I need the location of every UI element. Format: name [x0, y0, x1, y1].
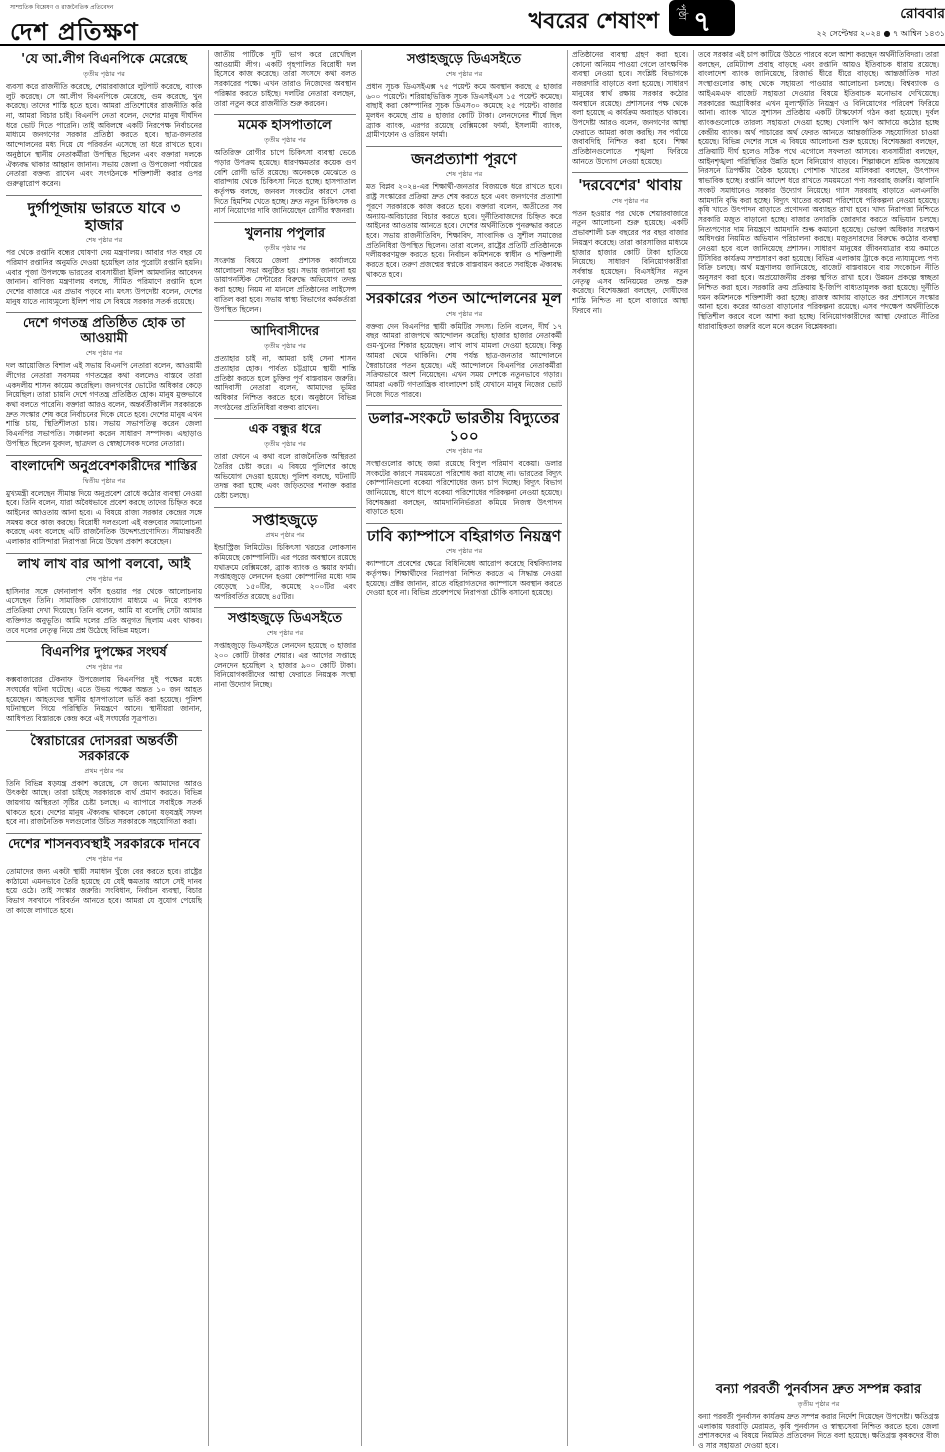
- story-divider: [366, 285, 562, 286]
- story-body: সপ্তাহজুড়ে ডিএসইতে লেনদেন হয়েছে ৩ হাজার ২০০ কোটি টাকার শেয়ার। এর আগের সপ্তাহে লেনদেন হয়েছিল ২ হাজার ৯০০ কোটি টাকা। বিনিয়োগকারীদের আস্থা ফেরাতে নিয়ন্ত্রক সংস্থা নানা উদ্যোগ নিচ্ছে।: [214, 641, 356, 690]
- story-divider: [572, 172, 688, 173]
- story-body: তিনি বিভিন্ন ষড়যন্ত্র প্রকাশ করেছে, সে জন্যে আমাদের আরও উৎকণ্ঠা আছে। তারা চাইছে সরকারকে ব্যর্থ প্রমাণ করতে। বিভিন্ন জায়গায় অস্থিরতা সৃষ্টির চেষ্টা চলছে। এ ব্যাপারে সবাইকে সতর্ক থাকতে হবে। দেশের মানুষ ঐক্যবদ্ধ থাকলে কোনো ষড়যন্ত্রই সফল হবে না। রাজনৈতিক দলগুলোর উচিত সরকারকে সহযোগিতা করা।: [6, 778, 202, 827]
- story-divider: [6, 641, 202, 642]
- story-headline: খুলনায় পপুলার: [244, 226, 326, 242]
- news-story: [366, 53, 562, 140]
- day: রোববার: [900, 6, 945, 22]
- news-story: [214, 512, 356, 601]
- news-story: [6, 200, 202, 307]
- story-body: প্রতিষ্ঠানের ব্যবস্থা গ্রহণ করা হবে। কোনো অনিয়ম পাওয়া গেলে তাৎক্ষণিক ব্যবস্থা নেওয়া হবে। সংশ্লিষ্ট বিভাগকে নজরদারি বাড়াতে বলা হয়েছে। সাধারণ মানুষের স্বার্থ রক্ষায় সরকার কঠোর অবস্থানে রয়েছে। প্রশাসনের পক্ষ থেকে বলা হয়েছে এ কার্যক্রম অব্যাহত থাকবে। উপদেষ্টা আরও বলেন, জনগণের আস্থা ফেরাতে আমরা কাজ করছি। সব পর্যায়ে জবাবদিহি নিশ্চিত করা হবে। শিক্ষা প্রতিষ্ঠানগুলোতে শৃঙ্খলা ফিরিয়ে আনতে উদ্যোগ নেওয়া হয়েছে।: [572, 50, 688, 166]
- story-body: ক্যাম্পাসে প্রবেশের ক্ষেত্রে বিধিনিষেধ আরোপ করেছে বিশ্ববিদ্যালয় কর্তৃপক্ষ। শিক্ষার্থীদের নিরাপত্তা নিশ্চিত করতে এ সিদ্ধান্ত নেওয়া হয়েছে। প্রক্টর জানান, রাতে বহিরাগতদের ক্যাম্পাসে অবস্থান করতে দেওয়া হবে না। বিভিন্ন প্রবেশপথে নিরাপত্তা চৌকি বসানো হয়েছে।: [366, 559, 562, 598]
- story-divider: [6, 833, 202, 834]
- column-5: [698, 50, 939, 1380]
- story-divider: [366, 146, 562, 147]
- story-body: জাতীয় পার্টিকে দুটি ভাগ করে রেখেছিল আওয়ামী লীগ। একটি গৃহপালিত বিরোধী দল হিসেবে কাজ করেছে। তারা সংসদে কথা বলত সরকারের পক্ষে। এখন তারাও নিজেদের অবস্থান পরিষ্কার করতে চাইছে। দলটির নেতারা বলছেন, তারা নতুন করে রাজনীতি শুরু করবেন।: [214, 50, 356, 108]
- column-rule: [567, 50, 568, 1446]
- story-byline: শেষ পৃষ্ঠার পর: [445, 446, 483, 455]
- dateline: [745, 2, 945, 41]
- news-story: [6, 558, 202, 635]
- story-divider: [6, 312, 202, 313]
- story-byline: শেষ পৃষ্ঠার পর: [445, 69, 483, 78]
- story-divider: [6, 195, 202, 196]
- news-story: [6, 646, 202, 723]
- story-headline: জনপ্রত্যাশা পূরণে: [411, 150, 517, 169]
- date: ২২ সেপ্টেম্বর ২০২৪ ● ৭ আশ্বিন ১৪৩১: [816, 29, 945, 38]
- story-headline: বন্যা পরবর্তী পুনর্বাসন দ্রুত সম্পন্ন করার: [715, 1382, 922, 1397]
- story-headline: ডলার-সংকটে ভারতীয় বিদ্যুতের ১০০: [368, 409, 560, 445]
- story-divider: [214, 222, 356, 223]
- story-body: ব্যবসা করে রাজনীতি করেছে, শেয়ারবাজারে লুটপাট করেছে, ব্যাংক লুট করেছে। সে আ.লীগ বিএনপিকে মেরেছে, গুম করেছে, খুন করেছে। তাদের শাস্তি হতে হবে। আমরা প্রতিশোধের রাজনীতি করি না, আমরা বিচার চাই। বিএনপি নেতা বলেন, দেশের মানুষ দীর্ঘদিন ধরে ভোট দিতে পারেনি। তাই অবিলম্বে একটি নিরপেক্ষ নির্বাচনের মাধ্যমে জনগণের সরকার প্রতিষ্ঠা করতে হবে। ছাত্র-জনতার আন্দোলনের মধ্য দিয়ে যে পরিবর্তন এসেছে তা ধরে রাখতে হবে। অনুষ্ঠানে স্থানীয় নেতাকর্মীরা উপস্থিত ছিলেন এবং বক্তারা দলকে ঐক্যবদ্ধ থাকার আহ্বান জানান। সভায় জেলা ও উপজেলা পর্যায়ের নেতারা বক্তব্য রাখেন এবং সংগঠনকে শক্তিশালী করার ওপর গুরুত্বারোপ করেন।: [6, 81, 202, 188]
- story-byline: শেষ পৃষ্ঠার পর: [611, 196, 649, 205]
- story-body: অতিরিক্ত রোগীর চাপে চিকিৎসা ব্যবস্থা ভেঙে পড়ার উপক্রম হয়েছে। ধারণক্ষমতার কয়েক গুণ বেশি রোগী ভর্তি রয়েছে। অনেককে মেঝেতে ও বারান্দায় থেকে চিকিৎসা নিতে হচ্ছে। হাসপাতাল কর্তৃপক্ষ বলছে, জনবল সংকটের কারণে সেবা দিতে হিমশিম খেতে হচ্ছে। দ্রুত নতুন চিকিৎসক ও নার্স নিয়োগের দাবি জানিয়েছেন রোগীর স্বজনরা।: [214, 148, 356, 216]
- story-divider: [214, 114, 356, 115]
- story-byline: প্রথম পৃষ্ঠার পর: [265, 531, 305, 540]
- news-story: [6, 838, 202, 915]
- news-story: [6, 317, 202, 448]
- news-story: [366, 528, 562, 598]
- column-4: [572, 50, 688, 1446]
- column-rule: [208, 50, 209, 1446]
- story-byline: শেষ পৃষ্ঠার পর: [85, 663, 123, 672]
- story-byline: তৃতীয় পৃষ্ঠার পর: [264, 342, 306, 351]
- story-divider: [214, 418, 356, 419]
- story-headline: 'দরবেশের' থাবায়: [578, 176, 682, 195]
- section-title: খবরের শেষাংশ: [528, 9, 659, 34]
- story-headline: সপ্তাহজুড়ে ডিএসইতে: [406, 52, 522, 67]
- story-headline: দেশে গণতন্ত্র প্রতিষ্ঠিত হোক তা আওয়ামী: [23, 316, 185, 347]
- story-body: সংক্রান্ত বিষয়ে জেলা প্রশাসক কার্যালয়ে আলোচনা সভা অনুষ্ঠিত হয়। সভায় জানানো হয় ডায়াগনস্টিক সেন্টারের বিরুদ্ধে অভিযোগ তদন্ত করা হচ্ছে। নিয়ম না মানলে প্রতিষ্ঠানের লাইসেন্স বাতিল করা হবে। সভায় স্বাস্থ্য বিভাগের কর্মকর্তারা উপস্থিত ছিলেন।: [214, 256, 356, 314]
- story-byline: শেষ পৃষ্ঠার পর: [85, 574, 123, 583]
- column-rule: [361, 50, 362, 1446]
- story-body: তবে সরকার এই চাপ কাটিয়ে উঠতে পারবে বলে আশা করছেন অর্থনীতিবিদরা। তারা বলছেন, রেমিট্যান্স প্রবাহ বাড়ছে এবং রপ্তানি আয়ও ইতিবাচক ধারায় রয়েছে। বাংলাদেশ ব্যাংক জানিয়েছে, রিজার্ভ ধীরে ধীরে বাড়ছে। আন্তর্জাতিক দাতা সংস্থাগুলোর কাছ থেকে সহায়তা পাওয়ার আলোচনা চলছে। বিশ্বব্যাংক ও আইএমএফ বাজেট সহায়তা দেওয়ার বিষয়ে ইতিবাচক মনোভাব দেখিয়েছে। সরকারের অগ্রাধিকার এখন মূল্যস্ফীতি নিয়ন্ত্রণ ও বিনিয়োগের পরিবেশ ফিরিয়ে আনা। ব্যাংক খাতে সুশাসন প্রতিষ্ঠায় একটি টাস্কফোর্স গঠন করা হয়েছে। দুর্বল ব্যাংকগুলোকে তারল্য সহায়তা দেওয়া হচ্ছে। খেলাপি ঋণ আদায়ে কঠোর হচ্ছে কেন্দ্রীয় ব্যাংক। অর্থ পাচারের অর্থ ফেরত আনতে আন্তর্জাতিক সহযোগিতা চাওয়া হয়েছে। বিভিন্ন দেশের সঙ্গে এ বিষয়ে আলোচনা শুরু হয়েছে। বিশেষজ্ঞরা বলছেন, প্রক্রিয়াটি দীর্ঘ হলেও সঠিক পথে এগোলে সফলতা আসবে। ব্যবসায়ীরা বলছেন, আইনশৃঙ্খলা পরিস্থিতির উন্নতি হলে বিনিয়োগ বাড়বে। শিল্পাঞ্চলে শ্রমিক অসন্তোষ নিরসনে ত্রিপক্ষীয় বৈঠক হয়েছে। পোশাক খাতের মালিকরা বলছেন, উৎপাদন স্বাভাবিক হচ্ছে। রপ্তানি আদেশ ধরে রাখতে সময়মতো পণ্য সরবরাহ জরুরি। জ্বালানি সংকট সমাধানেও সরকার উদ্যোগ নিয়েছে। গ্যাস সরবরাহ বাড়াতে এলএনজি আমদানি বৃদ্ধি করা হচ্ছে। বিদ্যুৎ খাতের বকেয়া পরিশোধে পরিকল্পনা নেওয়া হয়েছে। কৃষি খাতে উৎপাদন বাড়াতে প্রণোদনা অব্যাহত রাখা হবে। খাদ্য নিরাপত্তা নিশ্চিতে সরকারি মজুত বাড়ানো হচ্ছে। বাজার তদারকি জোরদার করতে অভিযান চলছে। নিত্যপণ্যের দাম নিয়ন্ত্রণে আমদানি শুল্ক কমানো হয়েছে। ভোক্তা অধিকার সংরক্ষণ অধিদপ্তর নিয়মিত অভিযান পরিচালনা করছে। মজুতদারদের বিরুদ্ধে কঠোর ব্যবস্থা নেওয়া হবে বলে জানিয়েছে প্রশাসন। সাধারণ মানুষের জীবনযাত্রার ব্যয় কমাতে টিসিবির কার্যক্রম সম্প্রসারণ করা হয়েছে। বিভিন্ন এলাকায় ট্রাকে করে ন্যায্যমূল্যে পণ্য বিক্রি চলছে। অর্থ মন্ত্রণালয় জানিয়েছে, বাজেট বাস্তবায়নে ব্যয় সংকোচন নীতি অনুসরণ করা হবে। অপ্রয়োজনীয় প্রকল্প স্থগিত রাখা হবে। উন্নয়ন প্রকল্পে স্বচ্ছতা নিশ্চিত করা হবে। সরকারি ক্রয় প্রক্রিয়ায় ই-জিপি বাধ্যতামূলক করা হয়েছে। দুর্নীতি দমন কমিশনকে শক্তিশালী করা হচ্ছে। রাজস্ব আদায় বাড়াতে কর প্রশাসনে সংস্কার আনা হবে। করের আওতা বাড়ানোর পরিকল্পনা রয়েছে। এসব পদক্ষেপ অর্থনীতিকে স্থিতিশীল করবে বলে আশা করা হচ্ছে। বিনিয়োগকারীদের আস্থা ফেরাতে নীতির ধারাবাহিকতা জরুরি বলে মনে করেন বিশ্লেষকরা।: [698, 50, 939, 331]
- story-byline: শেষ পৃষ্ঠার পর: [85, 236, 123, 245]
- story-headline: লাখ লাখ বার আপা বলবো, আই: [17, 556, 191, 572]
- story-divider: [214, 607, 356, 608]
- story-headline: দুর্গাপূজায় ভারতে যাবে ৩ হাজার: [27, 198, 181, 234]
- tagline: সাম্প্রতিক বিশ্লেষণ ও রাজনৈতিক প্রতিবেদন: [10, 4, 114, 11]
- story-body: তোমাদের জন্য একটা স্থায়ী সমাধান খুঁজে বের করতে হবে। রাষ্ট্রের কাঠামো এমনভাবে তৈরি হয়েছে যে যেই ক্ষমতায় আসে সেই দানব হয়ে ওঠে। তাই সংস্কার জরুরি। সংবিধান, নির্বাচন ব্যবস্থা, বিচার বিভাগ সবখানে পরিবর্তন আনতে হবে। আমরা যে সুযোগ পেয়েছি তা কাজে লাগাতে হবে।: [6, 866, 202, 915]
- story-byline: তৃতীয় পৃষ্ঠার পর: [264, 440, 306, 449]
- story-body: মত বিপ্লব ২০২৪-এর শিক্ষার্থী-জনতার বিজয়কে ধরে রাখতে হবে। রাষ্ট্র সংস্কারের প্রক্রিয়া দ্রুত শেষ করতে হবে এবং জনগণের প্রত্যাশা পূরণে সরকারকে কাজ করতে হবে। বক্তারা বলেন, অতীতের সব অন্যায়-অবিচারের বিচার করতে হবে। দুর্নীতিবাজদের চিহ্নিত করে আইনের আওতায় আনতে হবে। দেশের অর্থনীতিকে পুনরুদ্ধার করতে হবে। সভায় রাজনীতিবিদ, শিক্ষাবিদ, সাংবাদিক ও সুশীল সমাজের প্রতিনিধিরা উপস্থিত ছিলেন। তারা বলেন, রাষ্ট্রের প্রতিটি প্রতিষ্ঠানকে দলীয়করণমুক্ত করতে হবে। নির্বাচন কমিশনকে স্বাধীন ও শক্তিশালী করতে হবে। তরুণ প্রজন্মের স্বপ্নকে বাস্তবায়ন করতে সবাইকে ঐক্যবদ্ধ থাকতে হবে।: [366, 182, 562, 279]
- news-story: [366, 151, 562, 279]
- story-headline: বিএনপির দুপক্ষের সংঘর্ষ: [41, 645, 167, 661]
- story-body: বন্যা পরবর্তী পুনর্বাসন কার্যক্রম দ্রুত সম্পন্ন করার নির্দেশ দিয়েছেন উপদেষ্টা। ক্ষতিগ্রস্ত এলাকায় ঘরবাড়ি মেরামত, কৃষি পুনর্বাসন ও স্বাস্থ্যসেবা নিশ্চিত করতে হবে। জেলা প্রশাসকদের এ বিষয়ে নিয়মিত প্রতিবেদন দিতে বলা হয়েছে। ক্ষতিগ্রস্ত কৃষকদের বীজ ও সার সহায়তা দেওয়া হবে।: [698, 1411, 939, 1450]
- story-body: দল আয়োজিত বিশাল এই সভায় বিএনপি নেতারা বলেন, আওয়ামী লীগের নেতারা সবসময় গণতন্ত্রের কথা বললেও বাস্তবে তারা একদলীয় শাসন কায়েম করেছিল। জনগণের ভোটের অধিকার কেড়ে নিয়েছিল। তারা চায়নি দেশে গণতন্ত্র প্রতিষ্ঠিত হোক। মানুষ মুক্তভাবে কথা বলতে পারেনি। বক্তারা আরও বলেন, অন্তর্বর্তীকালীন সরকারকে দ্রুত সংস্কার শেষ করে নির্বাচনের দিকে যেতে হবে। দেশের মানুষ এখন শান্তি চায়, স্থিতিশীলতা চায়। সভায় সভাপতিত্ব করেন জেলা বিএনপির সভাপতি। সঞ্চালনা করেন সাধারণ সম্পাদক। এছাড়াও উপস্থিত ছিলেন যুবদল, ছাত্রদল ও স্বেচ্ছাসেবক দলের নেতারা।: [6, 361, 202, 448]
- story-body: সংস্থাগুলোর কাছে জমা রয়েছে বিপুল পরিমাণ বকেয়া। ডলার সংকটের কারণে সময়মতো পরিশোধ করা যাচ্ছে না। ভারতের বিদ্যুৎ কোম্পানিগুলো বকেয়া পরিশোধের জন্য চাপ দিচ্ছে। বিদ্যুৎ বিভাগ জানিয়েছে, ধাপে ধাপে বকেয়া পরিশোধের পরিকল্পনা নেওয়া হয়েছে। বিশেষজ্ঞরা বলছেন, আমদানিনির্ভরতা কমিয়ে নিজস্ব উৎপাদন বাড়াতে হবে।: [366, 458, 562, 517]
- story-headline: সপ্তাহজুড়ে: [252, 510, 318, 529]
- page-number-box: [669, 0, 735, 36]
- story-divider: [366, 523, 562, 524]
- news-story: [366, 290, 562, 399]
- story-headline: আদিবাসীদের: [250, 324, 320, 340]
- story-body: পর থেকে রপ্তানি বন্ধের ঘোষণা দেয় মন্ত্রণালয়। আবার গত বছর যে পরিমাণ রপ্তানির অনুমতি দেওয়া হয়েছিল তার পুরোটা রপ্তানি হয়নি। এবার পূজা উপলক্ষে ভারতের ব্যবসায়ীরা ইলিশ আমদানির আবেদন জানান। বাণিজ্য মন্ত্রণালয় বলছে, সীমিত পরিমাণে রপ্তানি হলে দেশের বাজারে এর প্রভাব পড়বে না। মৎস্য উপদেষ্টা বলেন, দেশের মানুষ যাতে ন্যায্যমূল্যে ইলিশ পায় সে বিষয়ে সরকার সতর্ক রয়েছে।: [6, 248, 202, 306]
- column-3: [366, 50, 562, 1446]
- news-story: [572, 50, 688, 166]
- news-story: [572, 177, 688, 315]
- story-body: বক্তব্য দেন বিএনপির স্থায়ী কমিটির সদস্য। তিনি বলেন, দীর্ঘ ১৭ বছর আমরা রাজপথে আন্দোলন করেছি। হাজার হাজার নেতাকর্মী গুম-খুনের শিকার হয়েছেন। লাখ লাখ মামলা দেওয়া হয়েছে। কিন্তু আমরা থেমে থাকিনি। শেষ পর্যন্ত ছাত্র-জনতার আন্দোলনে স্বৈরাচারের পতন হয়েছে। এই আন্দোলনে বিএনপির নেতাকর্মীরা সক্রিয়ভাবে অংশ নিয়েছেন। এখন সময় দেশকে নতুনভাবে গড়ার। আমরা একটি গণতান্ত্রিক বাংলাদেশ চাই যেখানে মানুষ নিজের ভোট নিজে দিতে পারবে।: [366, 321, 562, 399]
- masthead: [0, 0, 945, 46]
- story-byline: তৃতীয় পৃষ্ঠার পর: [264, 244, 306, 253]
- story-divider: [214, 320, 356, 321]
- story-headline: সপ্তাহজুড়ে ডিএসইতে: [227, 611, 343, 627]
- story-body: কক্সবাজারের টেকনাফ উপজেলায় বিএনপির দুই পক্ষের মধ্যে সংঘর্ষের ঘটনা ঘটেছে। এতে উভয় পক্ষের অন্তত ১০ জন আহত হয়েছেন। আহতদের স্থানীয় হাসপাতালে ভর্তি করা হয়েছে। পুলিশ ঘটনাস্থলে গিয়ে পরিস্থিতি নিয়ন্ত্রণে আনে। স্থানীয়রা জানান, আধিপত্য বিস্তারকে কেন্দ্র করে এই সংঘর্ষের সূত্রপাত।: [6, 675, 202, 723]
- story-byline: প্রথম পৃষ্ঠার পর: [84, 766, 124, 775]
- story-body: পতন হওয়ার পর থেকে শেয়ারবাজারে নতুন আলোচনা শুরু হয়েছে। একটি প্রভাবশালী চক্র বছরের পর বছর বাজার নিয়ন্ত্রণ করেছে। তারা কারসাজির মাধ্যমে হাজার হাজার কোটি টাকা হাতিয়ে নিয়েছে। সাধারণ বিনিয়োগকারীরা সর্বস্বান্ত হয়েছেন। বিএসইসির নতুন নেতৃত্ব এসব অনিয়মের তদন্ত শুরু করেছে। বিশেষজ্ঞরা বলছেন, দোষীদের শাস্তি নিশ্চিত না হলে বাজারে আস্থা ফিরবে না।: [572, 208, 688, 315]
- story-divider: [6, 730, 202, 731]
- story-headline: সরকারের পতন আন্দোলনের মূল: [366, 289, 562, 308]
- page-number: ৭: [693, 5, 712, 38]
- story-headline: দেশের শাসনব্যবস্থাই সরকারকে দানবে: [8, 837, 200, 853]
- story-headline: 'যে আ.লীগ বিএনপিকে মেরেছে: [21, 52, 187, 67]
- news-story: [214, 612, 356, 689]
- story-byline: তৃতীয় পৃষ্ঠার পর: [83, 69, 125, 78]
- story-body: মুখ্যমন্ত্রী বলেছেন সীমান্ত দিয়ে অনুপ্রবেশ রোধে কঠোর ব্যবস্থা নেওয়া হবে। তিনি বলেন, যারা অবৈধভাবে প্রবেশ করছে তাদের চিহ্নিত করে আইনের আওতায় আনা হবে। এ বিষয়ে রাজ্য সরকার কেন্দ্রের সঙ্গে সমন্বয় করে কাজ করছে। বিরোধী দলগুলো এই বক্তব্যের সমালোচনা করেছে এবং বলেছে এটি রাজনৈতিক উদ্দেশ্যপ্রণোদিত। সীমান্তবর্তী এলাকার বাসিন্দারা নিরাপত্তা নিয়ে উদ্বেগ প্রকাশ করেছেন।: [6, 488, 202, 547]
- news-story: [6, 735, 202, 827]
- story-body: প্রত্যাহার চাই না, আমরা চাই সেনা শাসন প্রত্যাহার হোক। পার্বত্য চট্টগ্রামে স্থায়ী শান্তি প্রতিষ্ঠা করতে হলে চুক্তির পূর্ণ বাস্তবায়ন জরুরি। আদিবাসী নেতারা বলেন, আমাদের ভূমির অধিকার নিশ্চিত করতে হবে। অনুষ্ঠানে বিভিন্ন সংগঠনের প্রতিনিধিরা বক্তব্য রাখেন।: [214, 354, 356, 412]
- newspaper-logo: দেশ প্রতিক্ষণ: [10, 18, 139, 46]
- story-divider: [6, 553, 202, 554]
- column-1: [6, 50, 202, 1446]
- story-headline: স্বৈরাচারের দোসররা অন্তর্বর্তী সরকারকে: [30, 733, 178, 764]
- story-byline: শেষ পৃষ্ঠার পর: [266, 629, 304, 638]
- story-headline: ঢাবি ক্যাম্পাসে বহিরাগত নিয়ন্ত্রণ: [367, 527, 561, 546]
- story-body: তারা ফোনে এ কথা বলে রাজনৈতিক অস্থিরতা তৈরির চেষ্টা করে। এ বিষয়ে পুলিশের কাছে অভিযোগ দেওয়া হয়েছে। পুলিশ বলছে, ঘটনাটি তদন্ত করা হচ্ছে এবং জড়িতদের শনাক্ত করার চেষ্টা চলছে।: [214, 452, 356, 501]
- story-divider: [366, 405, 562, 406]
- column-2: [214, 50, 356, 1446]
- story-headline: মমেক হাসপাতালে: [238, 118, 332, 134]
- flood-rehab-story: [698, 1380, 939, 1450]
- news-story: [214, 423, 356, 500]
- story-divider: [6, 455, 202, 456]
- column-rule: [693, 50, 694, 1446]
- story-body: হাসিনার সঙ্গে ফোনালাপ ফাঁস হওয়ার পর থেকে আলোচনায় এসেছেন তিনি। সামাজিক যোগাযোগ মাধ্যমে এ নিয়ে ব্যাপক প্রতিক্রিয়া দেখা দিয়েছে। তিনি বলেন, আমি যা বলেছি সেটা আমার ব্যক্তিগত অনুভূতি। আমি দলের প্রতি অনুগত ছিলাম এবং থাকব। তবে দলের নেতৃত্ব নিয়ে প্রশ্ন উঠেছে বিভিন্ন মহলে।: [6, 586, 202, 635]
- news-story: [214, 50, 356, 108]
- news-story: [214, 227, 356, 314]
- page-label: পৃষ্ঠা: [676, 4, 687, 21]
- story-divider: [214, 507, 356, 508]
- news-story: [366, 410, 562, 517]
- story-byline: তৃতীয় পৃষ্ঠার পর: [264, 136, 306, 145]
- news-story: [6, 460, 202, 547]
- story-headline: বাংলাদেশি অনুপ্রবেশকারীদের শাস্তির: [10, 458, 198, 474]
- story-byline: শেষ পৃষ্ঠার পর: [445, 170, 483, 179]
- story-byline: দ্বিতীয় পৃষ্ঠার পর: [82, 476, 126, 485]
- news-story: [214, 325, 356, 412]
- news-story: [214, 119, 356, 216]
- story-headline: এক বন্ধুর ধরে: [248, 422, 322, 438]
- story-byline: শেষ পৃষ্ঠার পর: [445, 309, 483, 318]
- story-body: প্রধান সূচক ডিএসইএক্স ৭৫ পয়েন্ট কমে অবস্থান করছে ৫ হাজার ৬০০ পয়েন্টে। শরিয়াহভিত্তিক সূচক ডিএসইএস ১৫ পয়েন্ট কমেছে। বাছাই করা কোম্পানির সূচক ডিএস৩০ কমেছে ২৫ পয়েন্ট। বাজার মূলধন কমেছে প্রায় ৪ হাজার কোটি টাকা। লেনদেনের শীর্ষে ছিল ব্র্যাক ব্যাংক, এরপর রয়েছে বেক্সিমকো ফার্মা, ইসলামী ব্যাংক, গ্রামীণফোন ও ওরিয়ন ফার্মা।: [366, 81, 562, 140]
- story-byline: তৃতীয় পৃষ্ঠার পর: [797, 1399, 840, 1408]
- news-story: [698, 50, 939, 331]
- story-body: ইন্ডাস্ট্রিজ লিমিটেড। চিকিৎসা খরচের লোকসান কমিয়েছে কোম্পানিটি। এর পরের অবস্থানে রয়েছে যথাক্রমে বেক্সিমকো, ব্র্যাক ব্যাংক ও স্কয়ার ফার্মা। সপ্তাহজুড়ে লেনদেন হওয়া কোম্পানির মধ্যে দাম বেড়েছে ১৫০টির, কমেছে ২০০টির এবং অপরিবর্তিত রয়েছে ৪৫টির।: [214, 543, 356, 601]
- story-byline: শেষ পৃষ্ঠার পর: [85, 349, 123, 358]
- story-byline: শেষ পৃষ্ঠার পর: [85, 854, 123, 863]
- masthead-left: [10, 2, 139, 54]
- story-byline: শেষ পৃষ্ঠার পর: [445, 547, 483, 556]
- news-story: [6, 53, 202, 189]
